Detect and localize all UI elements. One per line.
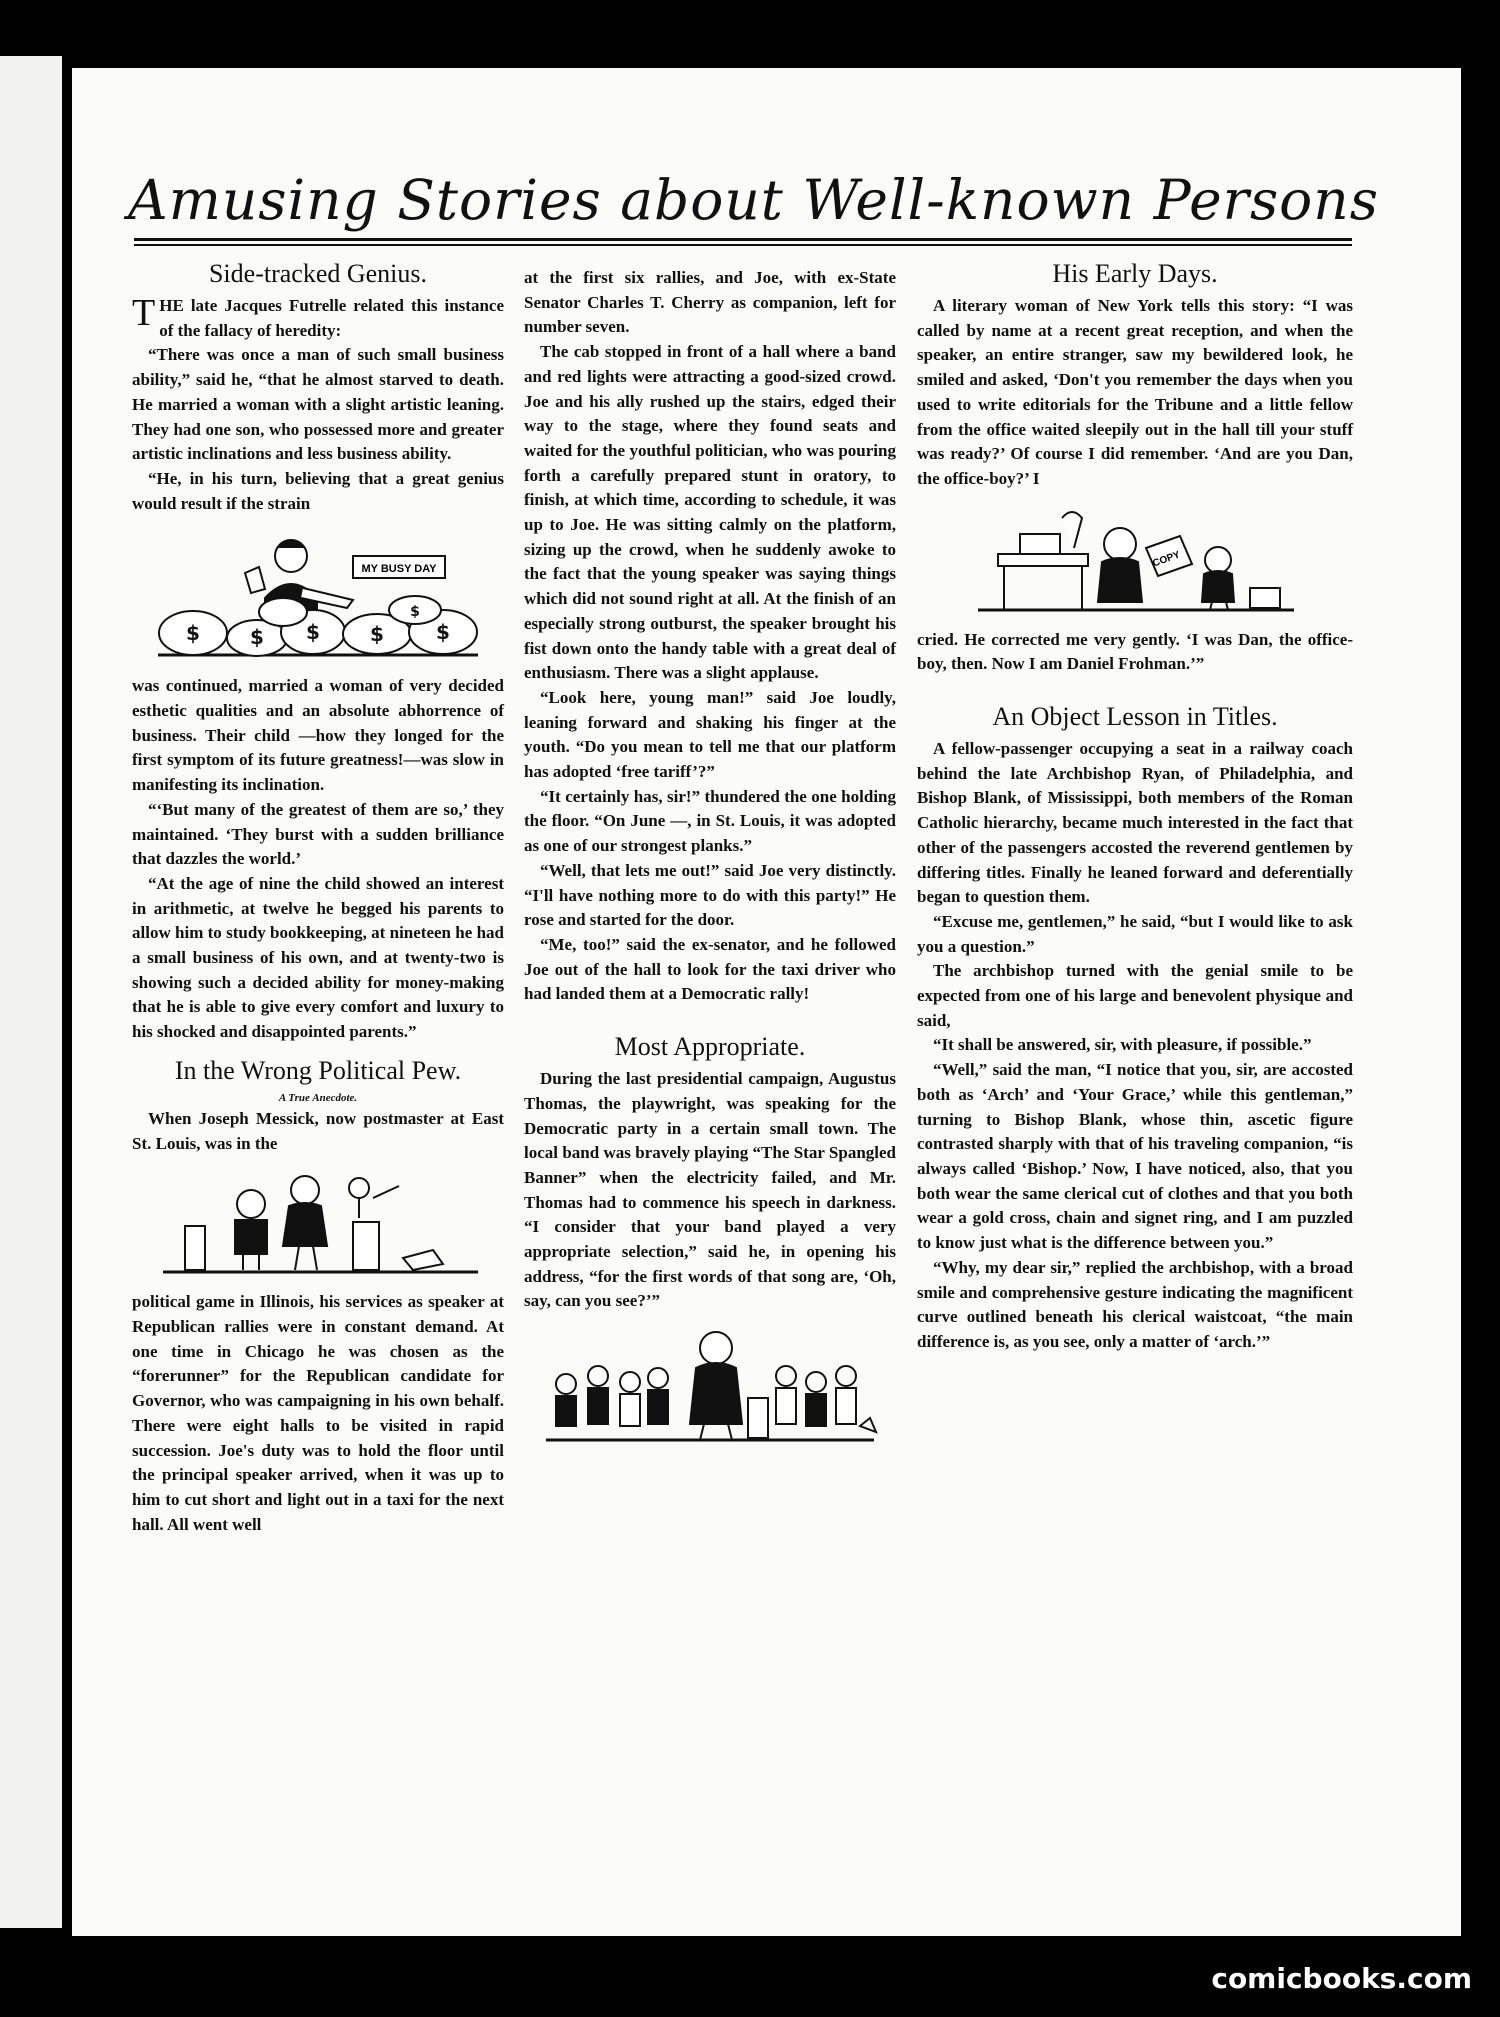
svg-text:$: $ — [306, 620, 320, 645]
headline-rule-bottom — [134, 244, 1352, 246]
story-title-his-early-days: His Early Days. — [1052, 259, 1218, 288]
story-paragraph: “Why, my dear sir,” replied the archbishop, with a broad smile and comprehensive gesture indicating the magnificent curve outlined beneath his clerical waistcoat, “the main difference is, as you see, only a matter of ‘arch.’” — [917, 1257, 1353, 1351]
column-left — [132, 258, 504, 1537]
svg-text:$: $ — [410, 604, 420, 621]
story-paragraph: “There was once a man of such small business ability,” said he, “that he almost starved to death. He married a woman with a slight artistic leaning. They had one son, who possessed more and greater artistic inclinations and less business ability. — [132, 345, 504, 464]
story-paragraph: “It shall be answered, sir, with pleasure, if possible.” — [933, 1035, 1312, 1055]
story-title-most-appropriate: Most Appropriate. — [614, 1032, 806, 1062]
band-concert-cartoon — [540, 1326, 880, 1446]
story-title-wrong-political-pew: In the Wrong Political Pew. — [174, 1055, 462, 1085]
money-bags-cartoon — [153, 528, 483, 662]
story-paragraph: The archbishop turned with the genial smile to be expected from one of his large and benevolent physique and said, — [917, 961, 1353, 1030]
story-paragraph: When Joseph Messick, now postmaster at East St. Louis, was in the — [132, 1108, 504, 1153]
story-paragraph: The cab stopped in front of a hall where a band and red lights were attracting a good-sized crowd. Joe and his ally rushed up the stairs, edged their way to the stage, where they found seats and waited for the youthful politician, who was pouring forth a carefully prepared stunt in oratory, to finish, at which time, according to schedule, it was up to Joe. He was sitting calmly on the platform, sizing up the crowd, when he suddenly awoke to the fact that the young speaker was saying things which did not sound right at all. At the finish of an especially strong outburst, the speaker brought his fist down onto the handy table with a great deal of enthusiasm. There was a slight applause. — [524, 342, 896, 683]
svg-text:$: $ — [250, 625, 264, 650]
svg-text:$: $ — [436, 620, 450, 645]
site-watermark: comicbooks.com — [1211, 1962, 1472, 1995]
story-paragraph: was continued, married a woman of very decided esthetic qualities and an absolute abhorrence of business. Their child —how they longed for the first symptom of its future greatness!—was slow in manifesting its inclination. — [132, 676, 504, 795]
busy-day-sign-text: MY BUSY DAY — [361, 563, 437, 576]
office-boy-cartoon — [970, 504, 1300, 616]
story-paragraph: “‘But many of the greatest of them are so,’ they maintained. ‘They burst with a sudden brilliance that dazzles the world.’ — [132, 799, 504, 869]
svg-text:$: $ — [370, 622, 384, 647]
story-paragraph: at the first six rallies, and Joe, with ex-State Senator Charles T. Cherry as companion, left for number seven. — [524, 268, 896, 337]
adjacent-page-edge — [0, 56, 68, 1928]
story-paragraph: A fellow-passenger occupying a seat in a railway coach behind the late Archbishop Ryan, of Philadelphia, and Bishop Blank, of Mississippi, both members of the Roman Catholic hierarchy, became much interested in the fact that other of the passengers accosted the reverend gentlemen by differing titles. Finally he leaned forward and deferentially began to question them. — [917, 739, 1353, 907]
story-paragraph: “He, in his turn, believing that a great genius would result if the strain — [132, 468, 504, 513]
story-paragraph: “Well, that lets me out!” said Joe very distinctly. “I'll have nothing more to do with this party!” He rose and started for the door. — [524, 860, 896, 930]
copy-paper-text: COPY — [1151, 549, 1182, 570]
story-title-side-tracked-genius: Side-tracked Genius. — [208, 259, 428, 288]
page-headline: Amusing Stories about Well-known Persons — [128, 168, 1379, 232]
story-paragraph: “Look here, young man!” said Joe loudly, leaning forward and shaking his finger at the youth. “Do you mean to tell me that our platform has adopted ‘free tariff’?” — [524, 687, 896, 782]
headline-rule-top — [134, 238, 1352, 241]
story-paragraph: “At the age of nine the child showed an interest in arithmetic, at twelve he begged his parents to allow him to study bookkeeping, at nineteen he had a small business of his own, and at twenty-two is showing such a decided ability for money-making that he is able to give every comfort and luxury to his shocked and disappointed parents.” — [132, 873, 504, 1042]
column-middle — [524, 266, 896, 1458]
story-paragraph: A literary woman of New York tells this story: “I was called by name at a recent great reception, and when the speaker, an entire stranger, saw my bewildered look, he smiled and asked, ‘Don't you remember the days when you used to write editorials for the Tribune and a little fellow from the office waited sleepily out in the hall till your stuff was ready?’ Of course I did remember. ‘And are you Dan, the office-boy?’ I — [917, 296, 1353, 488]
story-paragraph: political game in Illinois, his services as speaker at Republican rallies were in constant demand. At one time in Chicago he was chosen as the “forerunner” for the Republican candidate for Governor, who was campaigning in his own behalf. There were eight halls to be visited in rapid succession. Joe's duty was to hold the floor until the principal speaker arrived, when it was up to him to cut short and light out in a taxi for the next hall. All went well — [132, 1292, 504, 1534]
story-paragraph: “Me, too!” said the ex-senator, and he followed Joe out of the hall to look for the taxi driver who had landed them at a Democratic rally! — [524, 934, 896, 1004]
drop-cap: T — [132, 292, 156, 334]
story-title-object-lesson: An Object Lesson in Titles. — [992, 702, 1278, 732]
story-paragraph: THE late Jacques Futrelle related this instance of the fallacy of heredity: — [132, 292, 504, 340]
story-paragraph: “It certainly has, sir!” thundered the one holding the floor. “On June —, in St. Louis, it was adopted as one of our strongest planks.” — [524, 786, 896, 856]
story-paragraph: cried. He corrected me very gently. ‘I was Dan, the office-boy, then. Now I am Daniel Frohman.’” — [917, 629, 1353, 674]
story-paragraph: During the last presidential campaign, Augustus Thomas, the playwright, was speaking for the Democratic party in a certain small town. The local band was bravely playing “The Star Spangled Banner” when the electricity failed, and Mr. Thomas had to commence his speech in darkness. “I consider that your band played a very appropriate selection,” said he, in opening his address, “for the first words of that song are, ‘Oh, say, can you see?’” — [524, 1069, 896, 1311]
story-paragraph: “Well,” said the man, “I notice that you, sir, are accosted both as ‘Arch’ and ‘Your Grace,’ while this gentleman,” turning to Bishop Blank, whose thin, ascetic figure contrasted sharply with that of his traveling companion, “is always called ‘Bishop.’ Now, I have noticed, also, that you both wear the same clerical cut of clothes and that you both wear a gold cross, chain and signet ring, and I am puzzled to know just what is the difference between you.” — [917, 1060, 1353, 1253]
column-right — [917, 258, 1353, 1355]
magazine-page — [72, 68, 1461, 1936]
svg-text:$: $ — [186, 621, 200, 646]
political-rally-cartoon — [153, 1168, 483, 1278]
story-subtitle: A True Anecdote. — [278, 1091, 358, 1104]
story-paragraph: “Excuse me, gentlemen,” he said, “but I would like to ask you a question.” — [917, 911, 1353, 956]
